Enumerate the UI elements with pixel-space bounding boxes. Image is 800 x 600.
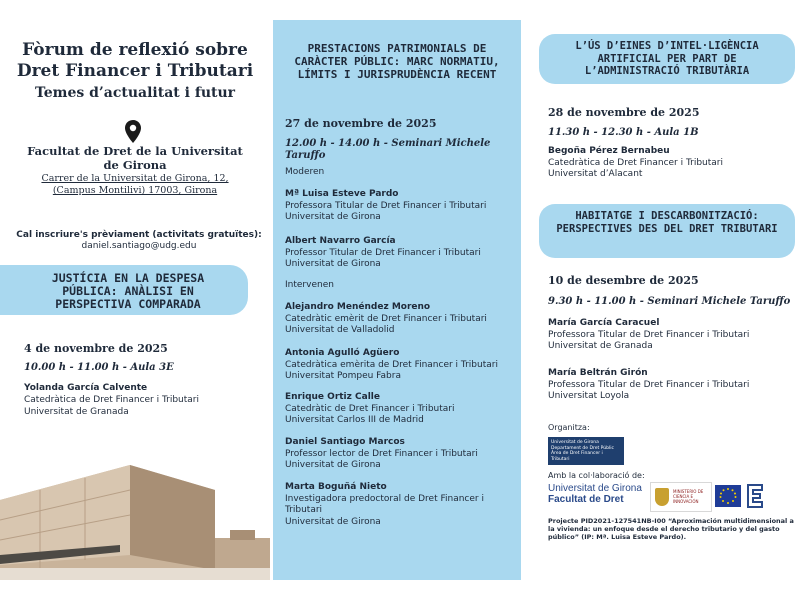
person-name: Daniel Santiago Marcos bbox=[285, 437, 405, 447]
session-banner-justice bbox=[0, 265, 248, 315]
person-name: Alejandro Menéndez Moreno bbox=[285, 302, 431, 312]
title-line-1: Fòrum de reflexió sobre bbox=[22, 40, 248, 60]
person-name: Mª Luisa Esteve Pardo bbox=[285, 189, 399, 199]
speaker-title: Catedràtica de Dret Financer i Tributari bbox=[24, 395, 200, 405]
banner-text: JUSTÍCIA EN LA DESPESA PÚBLICA: ANÀLISI EN PERSPECTIVA COMPARADA bbox=[51, 271, 205, 311]
forum-subtitle: Temes d’actualitat i futur bbox=[34, 85, 236, 101]
banner-text: HABITATGE I DESCARBONITZACIÓ: PERSPECTIVES DES DEL DRET TRIBUTARI bbox=[556, 210, 778, 235]
session-banner-ai bbox=[539, 34, 795, 84]
person-org: Universitat Carlos III de Madrid bbox=[285, 415, 424, 425]
speaker bbox=[285, 392, 517, 427]
person-name: María García Caracuel bbox=[548, 318, 660, 328]
eu-flag-icon bbox=[715, 485, 741, 507]
person-title: Catedràtica emèrita de Dret Financer i Tributari bbox=[285, 359, 498, 370]
person-title: Catedràtic de Dret Financer i Tributari bbox=[285, 403, 455, 414]
session-date: 27 de novembre de 2025 bbox=[285, 117, 437, 130]
person-org: Universitat d’Alacant bbox=[548, 169, 643, 179]
speaker bbox=[285, 482, 517, 528]
session-time: 9.30 h - 11.00 h - Seminari Michele Taruffo bbox=[548, 296, 791, 307]
session-date: 10 de desembre de 2025 bbox=[548, 274, 699, 287]
udg-logo-line1: Universitat de Girona bbox=[548, 483, 642, 494]
session-banner-housing bbox=[539, 204, 795, 258]
speaker bbox=[285, 302, 517, 337]
location-pin-icon bbox=[124, 120, 142, 144]
speaker bbox=[285, 437, 517, 472]
person-title: Catedràtic emèrit de Dret Financer i Tributari bbox=[285, 313, 487, 324]
person-org: Universitat de Valladolid bbox=[285, 325, 395, 335]
ministry-text: MINISTERIO DE CIENCIA E INNOVACIÓN bbox=[673, 489, 704, 504]
person-title: Catedràtica de Dret Financer i Tributari bbox=[548, 157, 724, 168]
column-middle bbox=[273, 20, 521, 580]
person-name: Marta Boguñá Nieto bbox=[285, 482, 387, 492]
person-title: Investigadora predoctoral de Dret Financer i Tributari bbox=[285, 493, 484, 515]
research-agency-logo-icon bbox=[745, 482, 765, 510]
session-date: 4 de novembre de 2025 bbox=[24, 342, 168, 355]
speaker-org: Universitat de Granada bbox=[24, 407, 129, 417]
speakers-label: Intervenen bbox=[285, 280, 334, 290]
person-name: María Beltrán Girón bbox=[548, 368, 648, 378]
person-name: Albert Navarro García bbox=[285, 236, 396, 246]
person-name: Begoña Pérez Bernabeu bbox=[548, 146, 670, 156]
speaker bbox=[548, 318, 798, 353]
person-org: Universitat de Girona bbox=[285, 460, 381, 470]
person-org: Universitat de Girona bbox=[285, 212, 381, 222]
person-org: Universitat de Girona bbox=[285, 516, 381, 527]
contact-email[interactable]: daniel.santiago@udg.edu bbox=[81, 241, 197, 251]
session-time: 12.00 h - 14.00 h - Seminari Michele Taruffo bbox=[285, 138, 491, 161]
speaker bbox=[548, 146, 798, 181]
person-title: Professor Titular de Dret Financer i Tributari bbox=[285, 247, 481, 258]
venue-address[interactable]: Carrer de la Universitat de Girona, 12, (Campus Montilivi) 17003, Girona bbox=[41, 173, 229, 196]
person-org: Universitat de Girona bbox=[285, 259, 381, 269]
person-title: Professor lector de Dret Financer i Tributari bbox=[285, 448, 478, 459]
person-name: Enrique Ortiz Calle bbox=[285, 392, 380, 402]
banner-text: L’ÚS D’EINES D’INTEL·LIGÈNCIA ARTIFICIAL PER PART DE L’ADMINISTRACIÓ TRIBUTÀRIA bbox=[575, 40, 759, 77]
person-org: Universitat Loyola bbox=[548, 391, 630, 401]
organizer-logo: Universitat de Girona Departament de Dret Públic Àrea de Dret Financer i Tributari bbox=[548, 437, 624, 465]
person-org: Universitat Pompeu Fabra bbox=[285, 371, 401, 381]
collaboration-label: Amb la col·laboració de: bbox=[548, 471, 645, 480]
person-title: Professora Titular de Dret Financer i Tributari bbox=[548, 379, 750, 390]
moderators-label: Moderen bbox=[285, 167, 325, 177]
faculty-building-illustration bbox=[0, 460, 270, 580]
registration-note: Cal inscriure's prèviament (activitats gratuïtes): bbox=[16, 230, 262, 240]
session-date: 28 de novembre de 2025 bbox=[548, 106, 700, 119]
project-reference: Projecte PID2021-127541NB-I00 “Aproximación multidimensional a la vivienda: un enfoque desde el derecho tributario y del gasto público” (IP: Mª. Luisa Esteve Pardo). bbox=[548, 517, 794, 541]
venue-name: Facultat de Dret de la Universitat de Girona bbox=[27, 144, 243, 172]
person-title: Professora Titular de Dret Financer i Tributari bbox=[548, 329, 750, 340]
udg-law-faculty-logo bbox=[548, 483, 648, 513]
moderator bbox=[285, 189, 517, 224]
column-left bbox=[0, 20, 270, 580]
speaker bbox=[24, 382, 199, 418]
person-org: Universitat de Granada bbox=[548, 341, 653, 351]
title-line-2: Dret Financer i Tributari bbox=[16, 61, 254, 81]
speaker bbox=[285, 348, 517, 383]
moderator bbox=[285, 236, 517, 271]
organizer-label: Organitza: bbox=[548, 423, 590, 432]
session-time: 11.30 h - 12.30 h - Aula 1B bbox=[548, 127, 699, 138]
session-time: 10.00 h - 11.00 h - Aula 3E bbox=[24, 362, 174, 373]
person-name: Antonia Agulló Agüero bbox=[285, 348, 400, 358]
ministry-logo bbox=[650, 482, 712, 512]
forum-title bbox=[0, 40, 270, 102]
column-right bbox=[521, 20, 800, 580]
spain-shield-icon bbox=[655, 488, 669, 506]
person-title: Professora Titular de Dret Financer i Tributari bbox=[285, 200, 487, 211]
speaker-name: Yolanda García Calvente bbox=[24, 383, 148, 393]
udg-logo-line2: Facultat de Dret bbox=[548, 494, 624, 505]
session-heading-prestacions: PRESTACIONS PATRIMONIALS DE CARÀCTER PÚBLIC: MARC NORMATIU, LÍMITS I JURISPRUDÈNCIA RECENT bbox=[294, 42, 500, 81]
speaker bbox=[548, 368, 798, 403]
